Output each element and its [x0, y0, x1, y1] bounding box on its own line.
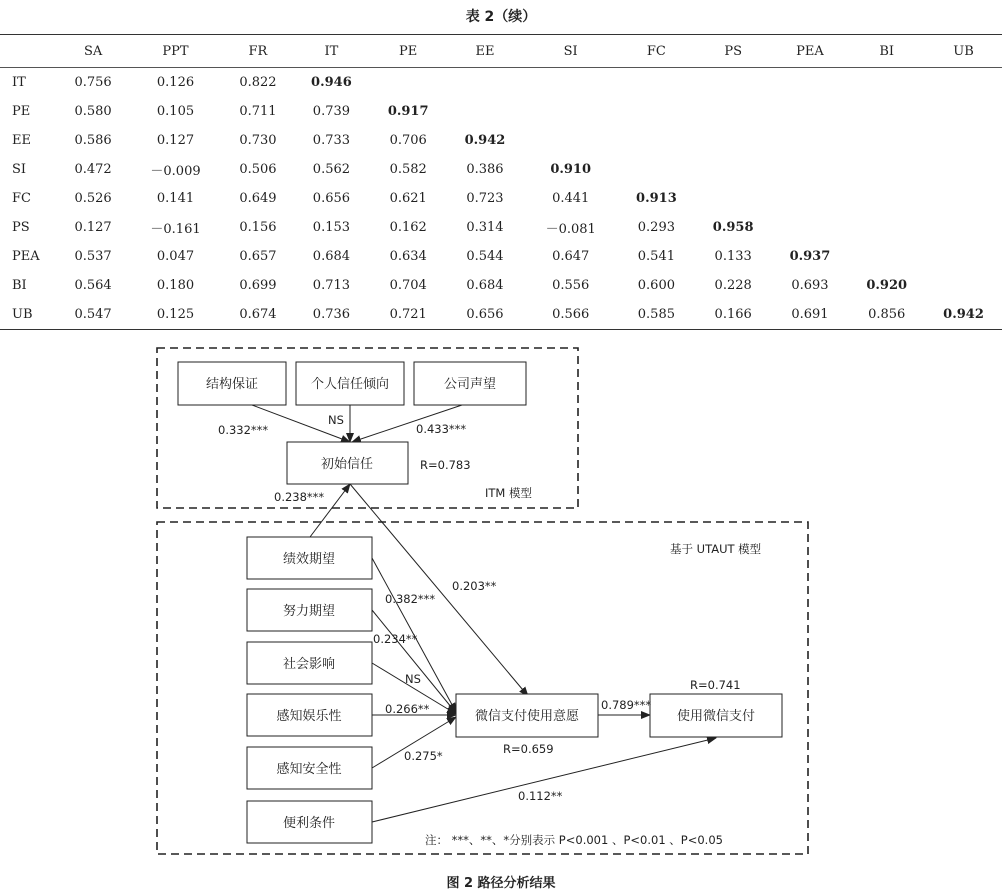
table-cell: 0.910 [550, 162, 592, 177]
column-header: PEA [796, 43, 824, 59]
table-cell: 0.127 [156, 133, 195, 148]
table-cell: 0.441 [552, 191, 590, 206]
table-cell: 0.162 [389, 220, 427, 235]
table-cell: 0.562 [312, 162, 351, 177]
row-header: PS [12, 220, 30, 235]
node-enjoyment: 感知娱乐性 [276, 709, 342, 724]
table-cell: 0.634 [389, 249, 427, 264]
utaut-model-label: 基于 UTAUT 模型 [670, 542, 762, 556]
r-value-trust: R=0.783 [420, 458, 471, 472]
table-cell: 0.127 [74, 220, 112, 235]
r-value-usage: R=0.741 [690, 678, 741, 692]
table-cell: 0.582 [389, 162, 427, 177]
arrow-effort-intention [372, 610, 456, 713]
table-cell: 0.526 [74, 191, 112, 206]
table-cell: －0.009 [150, 164, 201, 179]
table-cell: 0.153 [312, 220, 351, 235]
path-label-security-intention: 0.275* [404, 749, 443, 763]
node-propensity: 个人信任倾向 [310, 377, 390, 392]
column-header: IT [324, 43, 339, 59]
path-label-perf-trust: 0.238*** [274, 490, 325, 504]
table-cell: 0.822 [239, 75, 277, 90]
table-cell: 0.942 [464, 133, 506, 148]
table-cell: －0.161 [150, 222, 201, 237]
table-cell: 0.920 [866, 278, 908, 293]
table-cell: 0.600 [637, 278, 675, 293]
table-cell: 0.586 [74, 133, 112, 148]
table-cell: 0.544 [466, 249, 504, 264]
table-cell: 0.180 [156, 278, 195, 293]
table-cell: 0.691 [791, 307, 829, 322]
table-cell: 0.141 [156, 191, 195, 206]
table-cell: 0.647 [552, 249, 590, 264]
column-header: SA [83, 43, 103, 59]
table-cell: 0.657 [239, 249, 277, 264]
table-cell: 0.541 [637, 249, 675, 264]
table-cell: 0.566 [552, 307, 590, 322]
node-initial-trust: 初始信任 [320, 457, 374, 472]
path-label-structure-trust: 0.332*** [218, 423, 269, 437]
table-cell: 0.314 [466, 220, 504, 235]
table-cell: 0.547 [74, 307, 112, 322]
node-effort-expect: 努力期望 [282, 604, 336, 619]
arrow-trust-intention [350, 484, 528, 696]
table-cell: 0.736 [312, 307, 351, 322]
table-cell: 0.917 [387, 104, 429, 119]
table-cell: 0.556 [552, 278, 590, 293]
table-cell: 0.105 [156, 104, 195, 119]
path-label-trust-intention: 0.203** [452, 579, 497, 593]
table-cell: 0.125 [156, 307, 195, 322]
table-cell: 0.506 [239, 162, 277, 177]
table-cell: 0.621 [389, 191, 427, 206]
column-header: FC [646, 43, 666, 59]
node-usage: 使用微信支付 [676, 709, 756, 724]
table-cell: 0.293 [637, 220, 675, 235]
row-header: SI [12, 162, 27, 177]
node-social: 社会影响 [282, 657, 336, 672]
table-cell: 0.733 [312, 133, 351, 148]
path-label-propensity-trust: NS [328, 413, 344, 427]
table-cell: 0.756 [74, 75, 112, 90]
table-cell: 0.684 [312, 249, 351, 264]
node-security: 感知安全性 [276, 762, 342, 777]
path-label-reputation-trust: 0.433*** [416, 422, 467, 436]
table-cell: －0.081 [545, 222, 596, 237]
table-cell: 0.946 [311, 75, 352, 90]
table-cell: 0.386 [466, 162, 504, 177]
column-header: PE [399, 43, 418, 59]
table-title: 表 2（续） [465, 9, 537, 25]
table-cell: 0.958 [712, 220, 754, 235]
significance-note: 注： ***、**、*分别表示 P<0.001 、P<0.01 、P<0.05 [425, 833, 723, 847]
r-value-intention: R=0.659 [503, 742, 554, 756]
table-cell: 0.564 [74, 278, 112, 293]
table-cell: 0.585 [637, 307, 675, 322]
path-label-enjoy-intention: 0.266** [385, 702, 430, 716]
table-cell: 0.693 [791, 278, 829, 293]
path-label-perf-intention: 0.382*** [385, 592, 436, 606]
row-header: UB [12, 307, 33, 322]
node-structure: 结构保证 [205, 377, 259, 392]
path-label-effort-intention: 0.234** [373, 632, 418, 646]
table-cell: 0.126 [156, 75, 195, 90]
row-header: IT [12, 75, 26, 90]
table-cell: 0.942 [943, 307, 984, 322]
column-header: BI [879, 43, 895, 59]
node-intention: 微信支付使用意愿 [474, 709, 580, 724]
table-cell: 0.937 [789, 249, 831, 264]
figure-caption: 图 2 路径分析结果 [446, 876, 556, 891]
table-cell: 0.228 [714, 278, 752, 293]
column-header: PS [724, 43, 742, 59]
table-cell: 0.580 [74, 104, 112, 119]
path-label-social-intention: NS [405, 672, 421, 686]
table-cell: 0.856 [868, 307, 906, 322]
node-facilitating: 便利条件 [282, 816, 336, 831]
node-reputation: 公司声望 [443, 377, 497, 392]
table-cell: 0.739 [312, 104, 351, 119]
table-cell: 0.721 [389, 307, 427, 322]
table-cell: 0.537 [74, 249, 112, 264]
table-cell: 0.156 [239, 220, 277, 235]
table-cell: 0.649 [239, 191, 277, 206]
row-header: BI [12, 278, 27, 293]
table-cell: 0.684 [466, 278, 504, 293]
table-cell: 0.656 [466, 307, 504, 322]
table-cell: 0.730 [239, 133, 277, 148]
table-cell: 0.699 [239, 278, 277, 293]
column-header: PPT [162, 43, 189, 59]
table-cell: 0.674 [239, 307, 277, 322]
table-cell: 0.166 [714, 307, 752, 322]
table-cell: 0.656 [312, 191, 351, 206]
row-header: PEA [12, 249, 40, 264]
column-header: FR [248, 43, 268, 59]
column-header: EE [475, 43, 495, 59]
table-cell: 0.711 [239, 104, 277, 119]
path-label-facilitating-usage: 0.112** [518, 789, 563, 803]
column-header: SI [563, 43, 578, 59]
table-cell: 0.133 [714, 249, 752, 264]
table-cell: 0.047 [156, 249, 195, 264]
row-header: PE [12, 104, 31, 119]
table-cell: 0.723 [466, 191, 504, 206]
itm-model-label: ITM 模型 [485, 486, 532, 500]
row-header: EE [12, 133, 31, 148]
table-cell: 0.472 [74, 162, 112, 177]
node-perf-expect: 绩效期望 [282, 552, 336, 567]
table-cell: 0.706 [389, 133, 427, 148]
path-label-intention-usage: 0.789*** [601, 698, 652, 712]
table-cell: 0.704 [389, 278, 427, 293]
table-cell: 0.913 [636, 191, 677, 206]
table-cell: 0.713 [312, 278, 351, 293]
row-header: FC [12, 191, 31, 206]
column-header: UB [953, 43, 974, 59]
